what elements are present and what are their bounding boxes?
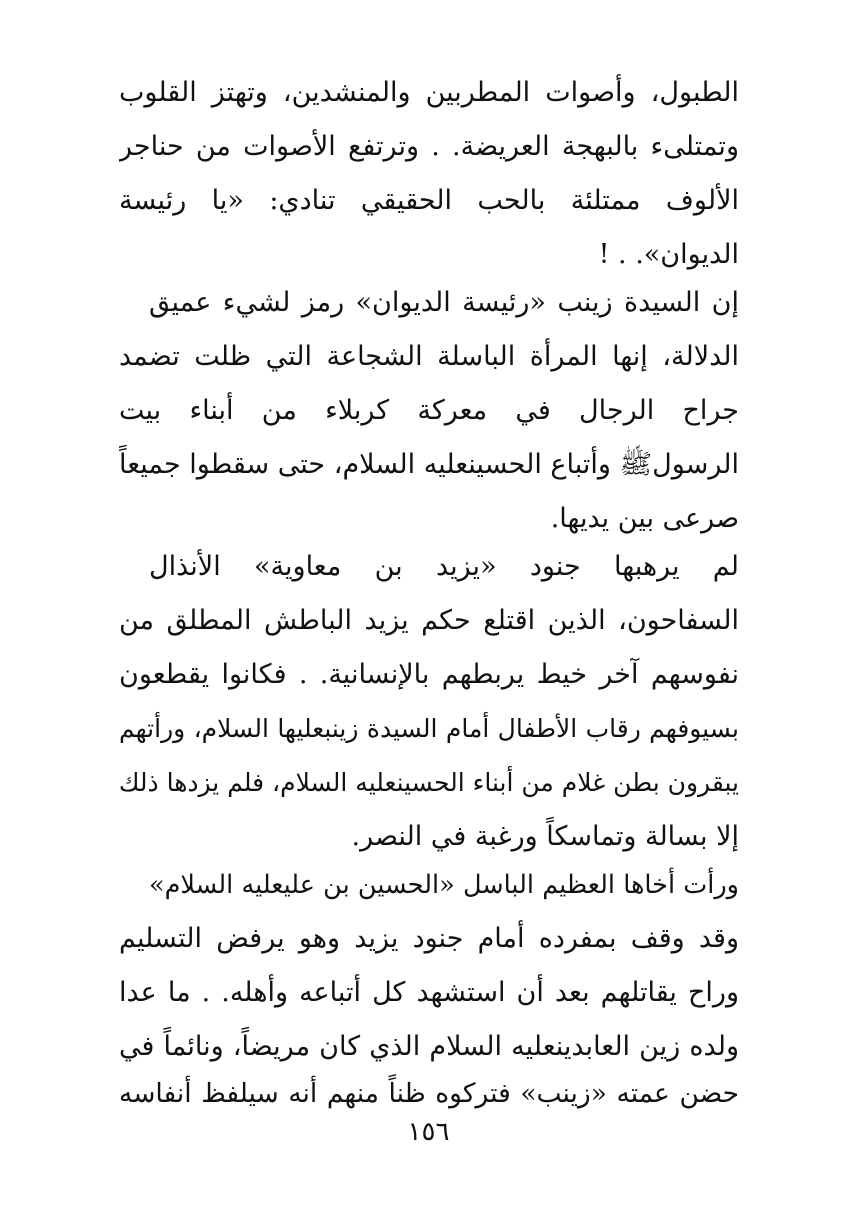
text-line: يبقرون بطن غلام من أبناء الحسينعليه السلام، فلم يزدها ذلك: [119, 768, 739, 797]
text-line: صرعى بين يديها.: [550, 503, 739, 534]
text-line: الطبول، وأصوات المطربين والمنشدين، وتهتز القلوب: [119, 77, 739, 108]
text-line: السفاحون، الذين اقتلع حكم يزيد الباطش المطلق من: [119, 605, 739, 636]
text-line: جراح الرجال في معركة كربلاء من أبناء بيت: [119, 395, 739, 426]
text-line: وراح يقاتلهم بعد أن استشهد كل أتباعه وأهله. . ما عدا: [119, 977, 739, 1008]
text-line: الألوف ممتلئة بالحب الحقيقي تنادي: «يا رئيسة: [119, 185, 739, 216]
text-line: وقد وقف بمفرده أمام جنود يزيد وهو يرفض التسليم: [119, 923, 739, 954]
text-line: بسيوفهم رقاب الأطفال أمام السيدة زينبعليها السلام، ورأتهم: [119, 714, 739, 743]
text-line: الدلالة، إنها المرأة الباسلة الشجاعة التي ظلت تضمد: [119, 341, 739, 372]
text-line: حضن عمته «زينب» فتركوه ظناً منهم أنه سيلفظ أنفاسه: [119, 1078, 739, 1109]
text-line: وتمتلىء بالبهجة العريضة. . وترتفع الأصوات من حناجر: [119, 131, 739, 162]
text-line: الديوان». . !: [598, 239, 739, 270]
text-line: إن السيدة زينب «رئيسة الديوان» رمز لشيء عميق: [149, 287, 739, 318]
text-line: لم يرهبها جنود «يزيد بن معاوية» الأنذال: [149, 551, 739, 582]
text-line: نفوسهم آخر خيط يربطهم بالإنسانية. . فكانوا يقطعون: [119, 659, 739, 690]
page-number: ١٥٦: [407, 1117, 450, 1147]
text-line: الرسولﷺ وأتباع الحسينعليه السلام، حتى سقطوا جميعاً: [119, 449, 739, 480]
text-line: إلا بسالة وتماسكاً ورغبة في النصر.: [351, 821, 739, 852]
text-line: ولده زين العابدينعليه السلام الذي كان مريضاً، ونائماً في: [119, 1031, 739, 1062]
text-line: ورأت أخاها العظيم الباسل «الحسين بن عليعليه السلام»: [149, 870, 739, 900]
